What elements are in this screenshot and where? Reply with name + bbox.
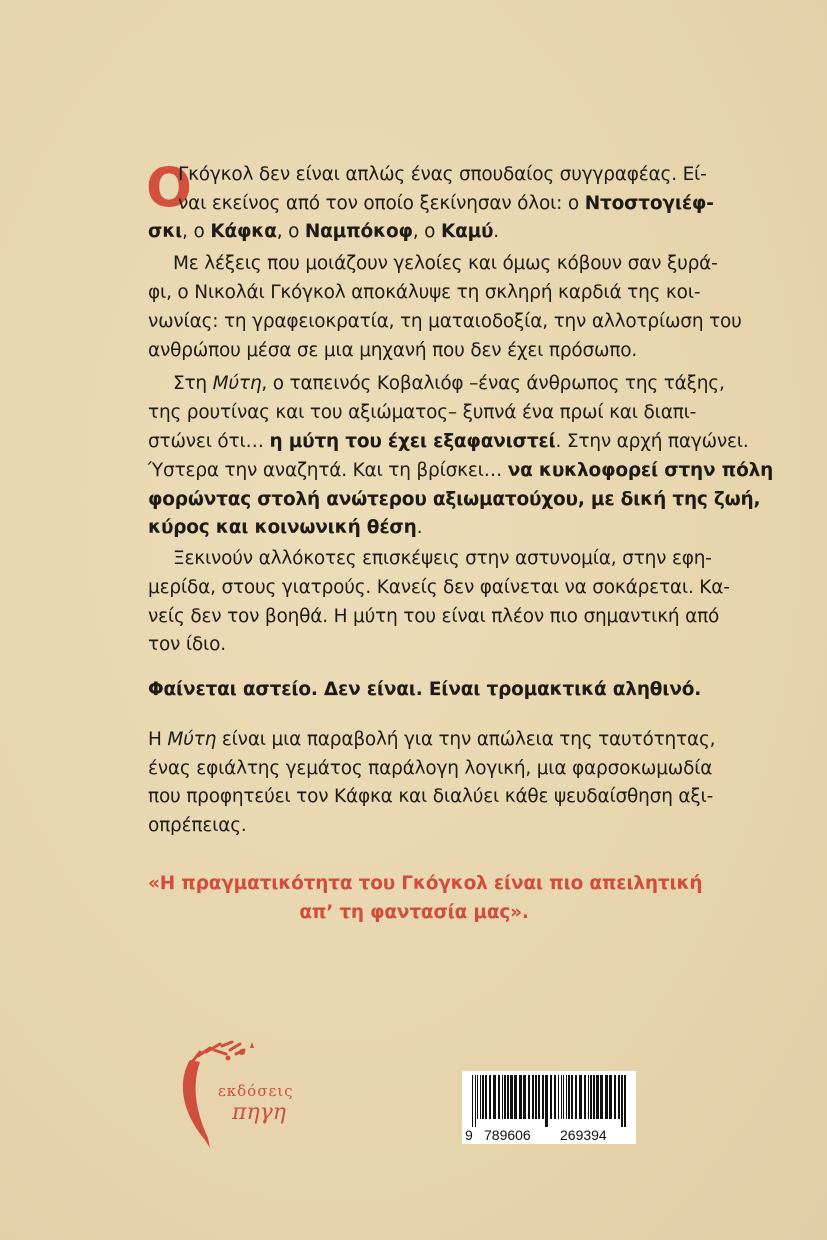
barcode-bar: [593, 1075, 595, 1119]
text-span: Ύστερα την αναζητά. Και τη βρίσκει…: [148, 460, 508, 481]
barcode-bar: [568, 1075, 570, 1119]
barcode-bar: [571, 1075, 573, 1119]
barcode-bar: [485, 1075, 487, 1119]
text-span: της ρουτίνας και του αξιώματος– ξυπνά ένα πρωί και διαπι-: [148, 402, 697, 423]
barcode-bar: [563, 1075, 564, 1119]
barcode-bar: [614, 1075, 616, 1119]
text-line: [148, 678, 702, 702]
barcode-bar: [519, 1075, 522, 1119]
text-span: , ο: [182, 221, 211, 242]
text-span: .: [416, 517, 423, 538]
text-span: ένας εφιάλτης γεμάτος παράλογη λογική, μια φαρσοκωμωδία: [148, 758, 713, 779]
isbn-lead-digit: 9: [465, 1127, 473, 1143]
barcode-bar: [550, 1075, 552, 1119]
isbn-group-1: 789606: [484, 1127, 531, 1143]
barcode-bar: [510, 1075, 513, 1119]
text-line: [148, 728, 716, 752]
text-line: [178, 163, 707, 187]
bold-text: Κάφκα: [210, 221, 277, 242]
text-span: Ξεκινούν αλλόκοτες επισκέψεις στην αστυνομία, στην εφη-: [173, 548, 712, 569]
barcode-bar: [605, 1075, 608, 1119]
text-span: , ο: [412, 221, 441, 242]
barcode-bar: [502, 1075, 503, 1119]
barcode-bar: [493, 1075, 496, 1119]
barcode-bar: [588, 1075, 589, 1119]
barcode-bar: [558, 1075, 559, 1119]
publisher-name-line1: εκδόσεις: [218, 1082, 294, 1100]
barcode-bar: [472, 1075, 473, 1127]
barcode-bar: [477, 1075, 478, 1119]
barcode-bar: [609, 1075, 612, 1119]
text-line: [148, 516, 680, 540]
barcode-bar: [566, 1075, 567, 1119]
text-span: στώνει ότι…: [148, 431, 270, 452]
publisher-name-line2: πηγη: [232, 1100, 286, 1125]
barcode-bar: [575, 1075, 577, 1119]
barcode-bar: [514, 1075, 517, 1119]
barcode-bar: [542, 1075, 544, 1119]
text-span: «Η πραγματικότητα του Γκόγκολ είναι πιο απειλητική: [148, 873, 703, 894]
barcode-bar: [584, 1075, 586, 1119]
barcode-bar: [523, 1075, 526, 1119]
barcode-bar: [538, 1075, 540, 1119]
italic-text: Μύτη: [167, 729, 217, 750]
bold-text: Καμύ: [440, 221, 494, 242]
text-span: Γκόγκολ δεν είναι απλώς ένας σπουδαίος συγγραφέας. Εί-: [178, 164, 707, 185]
barcode-bar: [624, 1075, 626, 1127]
text-line: [148, 757, 713, 781]
barcode-bar: [561, 1075, 562, 1119]
barcode-bar: [504, 1075, 506, 1119]
text-line: [148, 281, 701, 305]
barcode-bar: [535, 1075, 537, 1119]
text-span: τον ίδιο.: [148, 634, 226, 655]
barcode-bar: [590, 1075, 592, 1119]
barcode-bar: [482, 1075, 484, 1119]
barcode-bar: [618, 1075, 620, 1119]
bold-text: Ντοστογιέφ-: [584, 193, 714, 214]
barcode-bar: [532, 1075, 534, 1119]
text-span: ανθρώπου μέσα σε μια μηχανή που δεν έχει πρόσωπο.: [148, 340, 638, 361]
text-line: [173, 547, 712, 571]
drop-cap: Ο: [146, 156, 192, 219]
barcode-bar: [507, 1075, 509, 1119]
barcode-bar: [545, 1075, 548, 1127]
barcode-bar: [528, 1075, 530, 1119]
isbn-group-2: 269394: [560, 1127, 607, 1143]
text-line: [173, 252, 718, 276]
bold-text: φορώντας στολή ανώτερου αξιωματούχου, με δική της ζωή,: [148, 489, 761, 510]
text-span: απ’ τη φαντασία μας».: [299, 902, 529, 923]
text-span: ναι εκείνος από τον οποίο ξεκίνησαν όλοι: ο: [178, 193, 585, 214]
bold-text: κύρος και κοινωνική θέση: [148, 517, 417, 538]
text-line: [148, 488, 761, 512]
text-span: Η: [148, 729, 168, 750]
barcode-bar: [554, 1075, 556, 1119]
text-span: μερίδα, στους γιατρούς. Κανείς δεν φαίνεται να σοκάρεται. Κα-: [148, 577, 730, 598]
isbn-barcode: [462, 1071, 636, 1144]
text-line: [173, 372, 725, 396]
bold-text: σκι: [148, 221, 183, 242]
barcode-bar: [489, 1075, 491, 1119]
text-line: [148, 339, 680, 363]
text-span: είναι μια παραβολή για την απώλεια της ταυτότητας,: [216, 729, 716, 750]
text-line: [148, 310, 742, 334]
text-span: που προφητεύει τον Κάφκα και διαλύει κάθε ψευδαίσθηση αξι-: [148, 786, 714, 807]
text-span: .: [493, 221, 499, 242]
bold-text: η μύτη του έχει εξαφανιστεί: [269, 431, 556, 452]
text-line: [148, 459, 774, 483]
text-line: [148, 872, 703, 896]
text-line: [148, 605, 720, 629]
text-span: νωνίας: τη γραφειοκρατία, τη ματαιοδοξία, την αλλοτρίωση του: [148, 311, 742, 332]
text-span: νείς δεν τον βοηθά. Η μύτη του είναι πλέον πιο σημαντική από: [148, 606, 720, 627]
text-span: , ο ταπεινός Κοβαλιόφ –ένας άνθρωπος της τάξης,: [261, 373, 725, 394]
barcode-bar: [498, 1075, 500, 1119]
barcode-bar: [579, 1075, 582, 1119]
text-span: , ο: [276, 221, 305, 242]
text-line: [148, 814, 680, 838]
barcode-bar: [600, 1075, 603, 1119]
text-line: [148, 576, 730, 600]
barcode-bars: [468, 1075, 630, 1127]
text-line: [148, 430, 749, 454]
barcode-bar: [621, 1075, 623, 1127]
text-span: Με λέξεις που μοιάζουν γελοίες και όμως κόβουν σαν ξυρά-: [173, 253, 718, 274]
text-line: [148, 901, 680, 925]
text-line: [148, 220, 680, 244]
bold-text: Ναμπόκοφ: [304, 221, 413, 242]
text-span: . Στην αρχή παγώνει.: [555, 431, 749, 452]
text-line: [148, 633, 680, 657]
text-span: οπρέπειας.: [148, 815, 247, 836]
text-span: φι, ο Νικολάι Γκόγκολ αποκάλυψε τη σκληρή καρδιά της κοι-: [148, 282, 701, 303]
text-line: [148, 401, 697, 425]
text-line: [178, 192, 714, 216]
italic-text: Μύτη: [212, 373, 262, 394]
barcode-bar: [475, 1075, 476, 1127]
text-span: Στη: [173, 373, 213, 394]
bold-text: Φαίνεται αστείο. Δεν είναι. Είναι τρομακτικά αληθινό.: [148, 679, 702, 700]
barcode-bar: [480, 1075, 481, 1119]
barcode-bar: [596, 1075, 599, 1119]
bold-text: να κυκλοφορεί στην πόλη: [507, 460, 774, 481]
text-line: [148, 785, 714, 809]
